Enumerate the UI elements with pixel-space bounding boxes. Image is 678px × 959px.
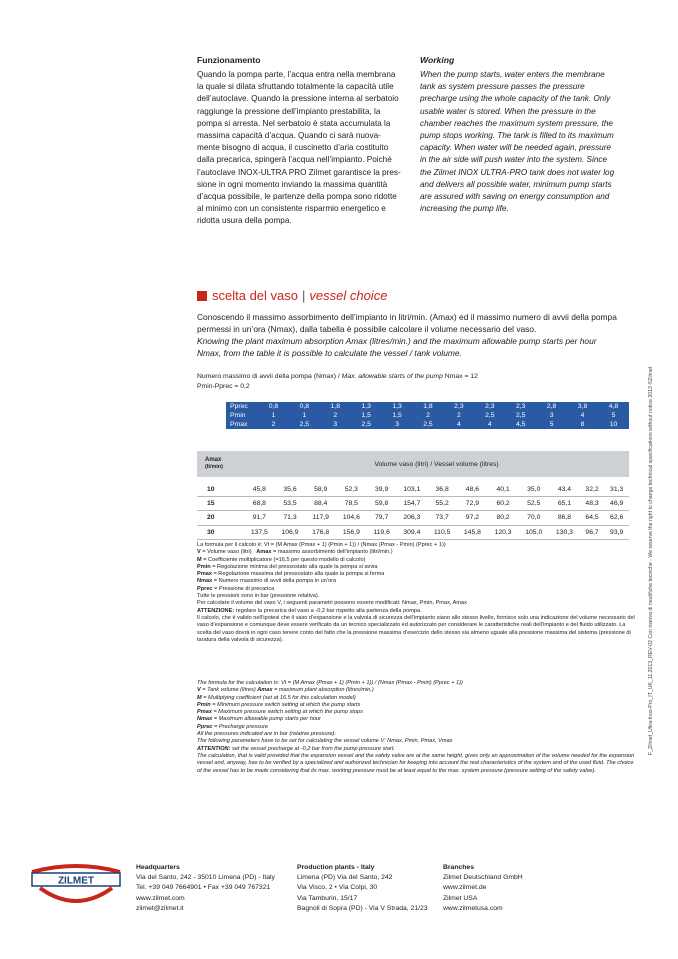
text-line: mente bisogno di acqua, il cuscinetto d’aria costituito [197,143,389,153]
def-text: = massimo assorbimento dell’impianto (litri/min.) [271,549,393,556]
note-line: Tutte le pressioni sono in bar (pressione relativa). [197,593,320,600]
pressure-cell: 1,8 [330,403,340,410]
section-title-separator: | [302,288,306,303]
pressure-cell: 0,8 [299,403,310,410]
note-paragraph: Il calcolo, che è valido nell’ipotesi che il vaso d’espansione e la valvola di sicurezza dell’impianto siano allo stesso livello, fornisce solo una indicazione del volume necessario del vaso d’espansione e comunque deve essere verificato da un tecnico specializzato ed autorizzato per considerare le caratteristiche reali dell’impianto e del fluido utilizzato. La scelta del vaso dovrà in ogni caso tenere conto del fatto che la pressione massima d’esercizio dello stesso sia almeno uguale alla pressione massima del sistema (pressione di taratura della valvola di sicurezza). [197,614,635,643]
text-line: al minimo con un consistente risparmio energetico e [197,204,386,214]
attention-text: set the vessel precharge at -0,2 bar from the pump pressure start. [230,745,395,752]
text-line: Quando la pompa parte, l’acqua entra nella membrana [197,70,396,79]
pressure-cell: 4 [487,421,492,428]
pressure-cell: 3 [395,421,399,428]
volume-cell: 145,8 [457,525,488,539]
def-key: V [197,549,201,556]
pressure-cell: 2,8 [546,403,557,410]
volume-cell: 117,9 [305,511,336,525]
volume-cell: 104,6 [336,511,367,525]
footer-link[interactable]: www.zilmet.de [443,884,487,892]
pressure-cell: 2,3 [515,403,526,410]
def-key: V [197,687,201,694]
volume-cell: 65,1 [549,497,580,511]
pressure-row [226,402,629,411]
intro-line: Knowing the plant maximum absorption Amax (litres/min.) and the maximum allowable pump starts per hour [197,336,597,346]
volume-cell: 35,0 [518,483,549,497]
pressure-cell: 1,3 [392,403,402,410]
volume-cell: 110,5 [427,525,457,539]
pressure-cell: 0,8 [268,403,279,410]
nmax-note-suffix: Nmax = 12 [442,373,478,380]
footer-plants [297,863,442,914]
def-text: = Minimum pressure switch setting at which the pump starts [210,701,361,708]
text-line: ridotta usura della pompa. [197,216,292,226]
def-key: Amax [256,549,272,556]
volume-cell: 58,9 [305,483,336,497]
pressure-cell: 4,8 [608,403,619,410]
pressure-cell: 2,3 [485,403,495,410]
pressure-cell: 5 [549,421,554,428]
text-line: la quale si dilata sfruttando totalmente la capacità utile [197,82,394,92]
pressure-cell: 2,5 [299,421,310,428]
volume-table [197,451,629,540]
volume-cell: 46,9 [604,497,629,511]
volume-cell: 45,8 [244,483,275,497]
volume-cell: 97,2 [457,511,488,525]
pressure-table [226,402,629,429]
volume-cell: 59,8 [367,497,397,511]
def-text: = Coefficiente moltiplicatore (=16,5 per questo modello di calcolo) [201,556,366,563]
working-en-text [420,69,635,215]
pressure-row [226,420,629,429]
volume-cell: 73,7 [427,511,457,525]
text-line: massima capacità d’acqua. Quando ci sarà nuova- [197,131,381,141]
volume-cell: 52,3 [336,483,367,497]
def-text: = Maximum pressure switch setting at which the pump stops [211,709,363,716]
pressure-cell: 4 [580,412,585,419]
def-text: = Pressione di precarica [212,585,275,592]
notes-en [197,680,637,775]
zilmet-logo-icon [26,858,126,908]
volume-cell: 68,8 [244,497,275,511]
footer-line: Via Visco, 2 • Via Colpi, 30 [297,884,378,892]
formula-en: The formula for the calculation is: Vt = (M Amax (Pmax + 1) (Pmin + 1)) / (Nmax (Pmax - Pmin) (Pprec + 1)) [197,680,463,686]
pressure-row-label: Pmax [230,421,248,428]
working-it-text [197,69,412,228]
text-line: dell’autoclave. Quando la pressione interna al serbatoio [197,94,399,104]
text-line: tank as system pressure passes the pressure [420,82,585,92]
volume-cell: 103,1 [397,483,428,497]
pressure-cell: 4,5 [515,421,526,428]
volume-cell: 64,5 [580,511,605,525]
footer-title: Production plants - Italy [297,864,375,871]
volume-cell: 48,6 [457,483,488,497]
pressure-cell: 2,5 [423,421,433,428]
volume-cell: 72,9 [457,497,488,511]
side-legal-text: F_Zilmet_Ultra-Inox-Pro_IT_UK_11.2013_REV-02 Con riserva di modifiche tecniche - We reserve the right to change technical specifications without notice 2013 ©Zilmet [648,366,654,755]
amax-cell: 20 [197,511,244,525]
def-text: = Multiplying coefficient (set at 16.5 for this calculation model) [201,694,356,701]
volume-row [197,483,629,497]
def-text: = Regolazione minima del pressostato alla quale la pompa si avvia [210,563,378,570]
notes-it [197,542,637,644]
footer-link[interactable]: www.zilmetusa.com [443,904,503,912]
attention-key: ATTENZIONE: [197,607,235,614]
def-text: = Volume vaso (litri) [200,549,252,556]
text-line: l’autoclave INOX-ULTRA PRO Zilmet garantisce la pres- [197,167,401,177]
text-line: raggiunge la pressione dell’impianto prestabilita, la [197,106,381,116]
text-line: pump stops working. The tank is filled to its maximum [420,131,614,141]
footer-branches [443,863,573,914]
text-line: When the pump starts, water enters the membrane [420,70,605,79]
def-key: Nmax [197,716,213,723]
def-text: = maximum plant absorption (litres/min.) [272,687,374,694]
text-line: the Zilmet INOX ULTRA-PRO tank does not water log [420,167,615,177]
volume-cell: 309,4 [397,525,428,539]
volume-cell: 130,3 [549,525,580,539]
zilmet-logo [26,858,126,908]
volume-cell: 80,2 [488,511,519,525]
pressure-row [226,411,629,420]
volume-cell: 106,9 [275,525,306,539]
footer-line: Via Tamburin, 15/17 [297,894,358,902]
def-key: Pprec [197,723,213,730]
volume-cell: 32,2 [580,483,605,497]
formula-it: La formula per il calcolo è: Vt = (M Amax (Pmax + 1) (Pmin + 1)) / (Nmax (Pmax - Pmin) (Pprec + 1)) [197,542,446,548]
pressure-cell: 1 [302,412,307,419]
def-key: Pmax [197,709,212,716]
note-line: The following parameters have to be set for calculating the vessel volume V: Nmax, Pmin, Pmax, Vmax [197,738,453,745]
footer-line: Zilmet USA [443,894,478,902]
text-line: dalla precarica, spingerà l’acqua nell’impianto. Poiché [197,155,392,165]
section-title [197,288,387,303]
footer-link[interactable]: zilmet@zilmet.it [136,904,184,912]
attention-text: regolare la precarica del vaso a -0,2 bar rispetto alla partenza della pompa. [234,607,422,614]
volume-cell: 137,5 [244,525,275,539]
volume-cell: 93,9 [604,525,629,539]
red-square-icon [197,291,207,301]
def-text: = Maximum allowable pump starts per hour [212,716,321,723]
volume-cell: 35,6 [275,483,306,497]
volume-cell: 31,3 [604,483,629,497]
pmin-note: Pmin-Pprec = 0,2 [197,383,250,390]
footer-headquarters [136,863,296,914]
def-text: = Precharge pressure [212,723,269,730]
volume-cell: 79,7 [367,511,397,525]
amax-cell: 30 [197,525,244,539]
def-key: M [197,556,202,563]
note-paragraph: The calculation, that is valid provided that the expansion vessel and the safety valve are at the same height, gives only an approximation of the volume needed for the expansion vessel and, anyway, has to be verified by a specialized and authorized technician for keeping into account the real characteristics of the system and of the used fluid. The choice of the vessel has to be made considering that its max. working pressure must be at least equal to the max. system pressure (pressure setting of the safety valve). [197,752,635,774]
volume-cell: 70,0 [518,511,549,525]
footer-title: Headquarters [136,864,180,871]
volume-cell: 52,5 [518,497,549,511]
text-line: precharge using the whole capacity of the tank. Only [420,94,611,104]
section-title-en: vessel choice [309,288,388,303]
text-line: and delivers all possible water, minimum pump starts [420,179,612,189]
volume-cell: 120,3 [488,525,519,539]
nmax-note-prefix: Numero massimo di avvii della pompa (Nmax) / [197,373,342,380]
pressure-cell: 3,8 [577,403,588,410]
text-line: are assured with saving on energy consumption and [420,192,610,202]
volume-cell: 96,7 [580,525,605,539]
volume-cell: 39,9 [367,483,397,497]
note-line: All the pressures indicated are in bar (relative pressure). [197,731,336,738]
logo-text: ZILMET [57,875,95,887]
volume-cell: 71,3 [275,511,306,525]
def-key: M [197,694,202,701]
footer-title: Branches [443,864,474,871]
def-text: = Tank volume (litres) [200,687,258,694]
working-it-heading: Funzionamento [197,55,261,65]
text-line: d’acqua possibile, le partenze della pompa sono ridotte [197,192,397,202]
text-line: chamber reaches the maximum system pressure, the [420,118,613,128]
def-key: Nmax [197,578,213,585]
intro-line: Conoscendo il massimo assorbimento dell’impianto in litri/min. (Amax) ed il massimo numero di avvii della pompa [197,312,617,322]
note-line: Per calcolare il volume del vaso V, i seguenti parametri possono essere modificati: Nmax, Pmin, Pmax, Amax [197,600,467,607]
volume-cell: 176,8 [305,525,336,539]
pressure-cell: 3 [333,421,338,428]
pressure-cell: 2,5 [485,412,495,419]
pressure-cell: 2,5 [361,421,371,428]
amax-header [197,451,244,477]
pressure-cell: 1,3 [361,403,371,410]
def-text: = Numero massimo di avvii della pompa in un’ora [212,578,337,585]
volume-cell: 60,2 [488,497,519,511]
volume-cell: 105,0 [518,525,549,539]
amax-header-unit: (lt/min) [205,464,223,470]
volume-cell: 156,9 [336,525,367,539]
volume-header: Volume vaso (litri) / Vessel volume (litres) [244,451,629,477]
pressure-cell: 2 [426,412,430,419]
volume-cell: 78,5 [336,497,367,511]
footer-line: Tel. +39 049 7664901 • Fax +39 049 767321 [136,884,271,892]
pressure-cell: 10 [609,421,618,428]
footer-line: Zilmet Deutschland GmbH [443,874,523,882]
volume-cell: 36,8 [427,483,457,497]
text-line: in the air side will push water into the system. Since [420,155,608,165]
pressure-cell: 3 [549,412,554,419]
working-en-section [420,55,635,215]
attention-key: ATTENTION: [197,745,231,752]
footer-line: Limena (PD) Via del Santo, 242 [297,874,393,882]
section-title-it: scelta del vaso [212,288,298,303]
pressure-cell: 2 [271,421,276,428]
volume-row [197,511,629,525]
intro-line: permessi in un’ora (Nmax), dalla tabella è possibile calcolare il volume necessario del vaso. [197,324,537,334]
volume-cell: 119,6 [367,525,397,539]
pressure-row-label: Pprec [230,403,248,410]
pressure-cell: 5 [611,412,616,419]
pressure-cell: 2,5 [515,412,526,419]
def-text: = Regolazione massima del pressostato alla quale la pompa si ferma [211,571,385,578]
volume-cell: 91,7 [244,511,275,525]
volume-cell: 88,4 [305,497,336,511]
volume-cell: 43,4 [549,483,580,497]
volume-cell: 53,5 [275,497,306,511]
intro-line: Nmax, from the table it is possible to calculate the vessel / tank volume. [197,348,462,358]
working-it-section [197,55,412,228]
footer-line: Bagnoli di Sopra (PD) - Via V Strada, 21/23 [297,904,428,912]
volume-cell: 86,8 [549,511,580,525]
volume-cell: 206,3 [397,511,428,525]
pressure-cell: 1,5 [361,412,371,419]
footer-link[interactable]: www.zilmet.com [136,894,185,902]
amax-cell: 10 [197,483,244,497]
pressure-cell: 2,3 [454,403,464,410]
text-line: usable water is stored. When the pressure in the [420,106,596,116]
intro-text [197,311,647,359]
volume-cell: 62,6 [604,511,629,525]
pressure-cell: 2 [333,412,338,419]
volume-row [197,525,629,539]
nmax-note [197,373,478,382]
pressure-cell: 4 [457,421,461,428]
volume-cell: 55,2 [427,497,457,511]
def-key: Amax [257,687,273,694]
text-line: capacity. When water will be needed again, pressure [420,143,611,153]
pressure-cell: 1,8 [423,403,433,410]
text-line: sione in ogni momento inviando la massima quantità [197,179,388,189]
working-en-heading: Working [420,55,455,65]
amax-header-label: Amax [205,457,222,463]
nmax-note-en: Max. allowable starts of the pump [341,373,443,380]
pressure-row-label: Pmin [230,412,246,419]
volume-cell: 154,7 [397,497,428,511]
pressure-cell: 2 [457,412,461,419]
text-line: increasing the pump life. [420,204,509,214]
pressure-cell: 8 [580,421,585,428]
def-key: Pmin [197,701,211,708]
pressure-cell: 1,5 [392,412,402,419]
volume-cell: 40,1 [488,483,519,497]
amax-cell: 15 [197,497,244,511]
text-line: pompa si arresta. Nel serbatoio è stata accumulata la [197,118,391,128]
def-key: Pmin [197,563,211,570]
def-key: Pprec [197,585,213,592]
def-key: Pmax [197,571,212,578]
volume-row [197,497,629,511]
volume-cell: 48,3 [580,497,605,511]
pressure-cell: 1 [271,412,276,419]
footer-line: Via del Santo, 242 - 35010 Limena (PD) - Italy [136,874,275,882]
